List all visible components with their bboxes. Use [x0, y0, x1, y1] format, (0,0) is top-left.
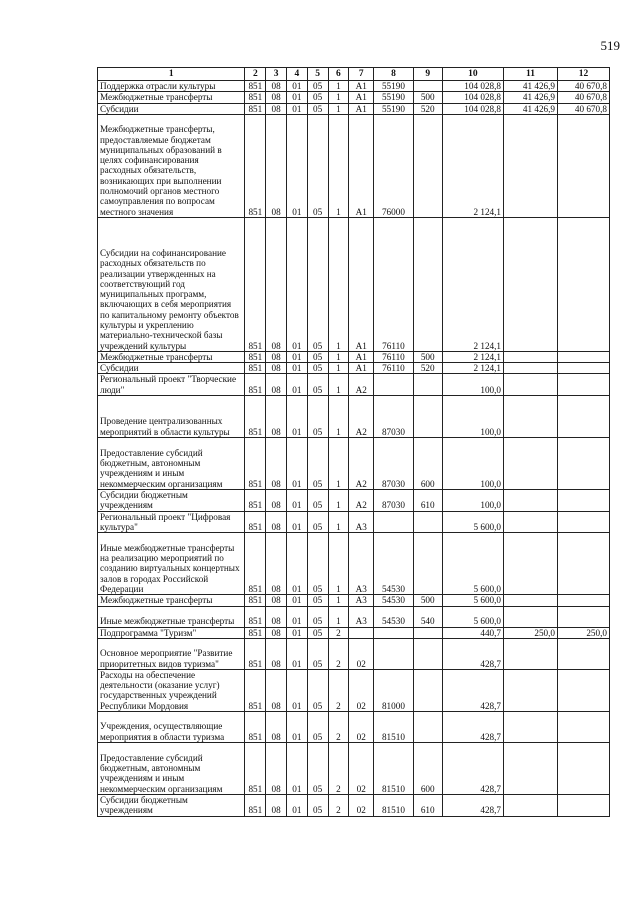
cell-direction: 55190: [374, 103, 413, 114]
header-row: [98, 68, 610, 81]
cell-subsection: 01: [287, 712, 308, 743]
cell-expense-type: 520: [413, 103, 442, 114]
cell-name: Учреждения, осуществляющие мероприятия в области туризма: [98, 712, 245, 743]
cell-amount-2: 41 426,9: [504, 103, 558, 114]
cell-section: 08: [266, 351, 287, 362]
cell-subsection: 01: [287, 374, 308, 396]
cell-event: A2: [349, 438, 374, 490]
cell-ministry: 851: [245, 363, 266, 374]
cell-name: Межбюджетные трансферты: [98, 595, 245, 606]
cell-direction: 87030: [374, 490, 413, 512]
cell-subsection: 01: [287, 396, 308, 438]
cell-subsection: 01: [287, 606, 308, 627]
cell-amount-2: [504, 712, 558, 743]
cell-name: Межбюджетные трансферты, предоставляемые бюджетам муниципальных образований в целях софинансирования расходных обязательств, возникающих при выполнении полномочий органов местного самоуправления по вопросам местного значения: [98, 114, 245, 217]
table-body: [98, 81, 610, 817]
cell-subsection: 01: [287, 533, 308, 595]
cell-subprogram: 1: [328, 351, 349, 362]
cell-program: 05: [307, 81, 328, 92]
cell-section: 08: [266, 217, 287, 351]
cell-program: 05: [307, 217, 328, 351]
cell-expense-type: 520: [413, 363, 442, 374]
cell-program: 05: [307, 438, 328, 490]
cell-subprogram: 2: [328, 795, 349, 817]
cell-subsection: 01: [287, 351, 308, 362]
cell-program: 05: [307, 795, 328, 817]
table-row: [98, 511, 610, 533]
cell-amount-2: [504, 114, 558, 217]
cell-amount-3: [558, 511, 610, 533]
cell-expense-type: 500: [413, 351, 442, 362]
cell-program: 05: [307, 669, 328, 711]
cell-direction: 54530: [374, 606, 413, 627]
cell-expense-type: 610: [413, 490, 442, 512]
cell-direction: [374, 511, 413, 533]
table-row: [98, 363, 610, 374]
table-row: [98, 795, 610, 817]
cell-amount-1: 2 124,1: [442, 114, 503, 217]
table-row: [98, 669, 610, 711]
cell-name: Региональный проект "Творческие люди": [98, 374, 245, 396]
cell-section: 08: [266, 533, 287, 595]
table-row: [98, 743, 610, 795]
budget-table: [97, 67, 610, 817]
cell-subprogram: 1: [328, 511, 349, 533]
cell-name: Предоставление субсидий бюджетным, автономным учреждениям и иным некоммерческим организациям: [98, 438, 245, 490]
cell-amount-2: [504, 438, 558, 490]
cell-amount-1: 100,0: [442, 396, 503, 438]
cell-name: Субсидии на софинансирование расходных обязательств по реализации утвержденных на соответствующий год муниципальных программ, включающих в себя мероприятия по капитальному ремонту объектов культуры и укреплению материально-технической базы учреждений культуры: [98, 217, 245, 351]
table-row: [98, 712, 610, 743]
cell-amount-2: [504, 374, 558, 396]
cell-direction: [374, 374, 413, 396]
table-row: [98, 638, 610, 669]
cell-subsection: 01: [287, 795, 308, 817]
cell-ministry: 851: [245, 103, 266, 114]
cell-amount-1: 5 600,0: [442, 595, 503, 606]
table-row: [98, 438, 610, 490]
cell-amount-2: [504, 363, 558, 374]
cell-section: 08: [266, 92, 287, 103]
cell-section: 08: [266, 438, 287, 490]
column-header: 2: [245, 68, 266, 81]
cell-ministry: 851: [245, 669, 266, 711]
cell-subprogram: 2: [328, 669, 349, 711]
cell-event: A1: [349, 351, 374, 362]
cell-expense-type: [413, 533, 442, 595]
cell-name: Субсидии бюджетным учреждениям: [98, 795, 245, 817]
cell-amount-1: 100,0: [442, 490, 503, 512]
cell-program: 05: [307, 627, 328, 638]
cell-event: 02: [349, 743, 374, 795]
cell-subprogram: 1: [328, 438, 349, 490]
cell-amount-2: [504, 795, 558, 817]
cell-amount-3: [558, 490, 610, 512]
cell-expense-type: 600: [413, 438, 442, 490]
cell-subsection: 01: [287, 438, 308, 490]
cell-direction: [374, 638, 413, 669]
cell-amount-2: [504, 606, 558, 627]
cell-subprogram: 1: [328, 533, 349, 595]
cell-event: 02: [349, 712, 374, 743]
cell-direction: 76110: [374, 351, 413, 362]
cell-direction: 87030: [374, 438, 413, 490]
cell-amount-1: 428,7: [442, 712, 503, 743]
cell-program: 05: [307, 490, 328, 512]
cell-event: A2: [349, 374, 374, 396]
cell-amount-1: 5 600,0: [442, 606, 503, 627]
cell-expense-type: [413, 81, 442, 92]
cell-expense-type: [413, 669, 442, 711]
cell-amount-1: 104 028,8: [442, 103, 503, 114]
column-header: 8: [374, 68, 413, 81]
cell-amount-3: [558, 114, 610, 217]
cell-subsection: 01: [287, 511, 308, 533]
cell-ministry: 851: [245, 595, 266, 606]
cell-amount-3: [558, 712, 610, 743]
cell-event: A1: [349, 363, 374, 374]
cell-section: 08: [266, 396, 287, 438]
cell-amount-3: [558, 743, 610, 795]
cell-amount-1: 5 600,0: [442, 511, 503, 533]
cell-direction: 81510: [374, 743, 413, 795]
cell-subsection: 01: [287, 638, 308, 669]
cell-amount-2: [504, 217, 558, 351]
cell-amount-3: [558, 595, 610, 606]
cell-event: [349, 627, 374, 638]
column-header: 5: [307, 68, 328, 81]
cell-event: A2: [349, 490, 374, 512]
cell-amount-1: 428,7: [442, 743, 503, 795]
cell-subsection: 01: [287, 92, 308, 103]
cell-amount-3: 40 670,8: [558, 81, 610, 92]
cell-expense-type: [413, 396, 442, 438]
cell-expense-type: [413, 511, 442, 533]
cell-ministry: 851: [245, 795, 266, 817]
table-row: [98, 92, 610, 103]
cell-program: 05: [307, 103, 328, 114]
cell-event: A3: [349, 511, 374, 533]
table-row: [98, 114, 610, 217]
cell-amount-2: [504, 638, 558, 669]
cell-direction: 81510: [374, 712, 413, 743]
cell-subprogram: 2: [328, 712, 349, 743]
cell-amount-3: [558, 638, 610, 669]
cell-expense-type: 500: [413, 595, 442, 606]
cell-amount-1: 2 124,1: [442, 363, 503, 374]
cell-amount-3: [558, 217, 610, 351]
cell-ministry: 851: [245, 627, 266, 638]
cell-amount-2: [504, 533, 558, 595]
page-number: 519: [600, 38, 620, 53]
cell-subprogram: 1: [328, 217, 349, 351]
cell-expense-type: [413, 638, 442, 669]
cell-section: 08: [266, 638, 287, 669]
cell-ministry: 851: [245, 351, 266, 362]
cell-subsection: 01: [287, 363, 308, 374]
cell-event: A1: [349, 81, 374, 92]
cell-amount-1: 440,7: [442, 627, 503, 638]
cell-section: 08: [266, 103, 287, 114]
cell-ministry: 851: [245, 638, 266, 669]
cell-subprogram: 2: [328, 638, 349, 669]
cell-program: 05: [307, 396, 328, 438]
cell-program: 05: [307, 374, 328, 396]
cell-section: 08: [266, 669, 287, 711]
table-row: [98, 217, 610, 351]
cell-expense-type: [413, 374, 442, 396]
cell-amount-3: [558, 438, 610, 490]
cell-direction: 87030: [374, 396, 413, 438]
cell-ministry: 851: [245, 712, 266, 743]
cell-direction: 81510: [374, 795, 413, 817]
cell-amount-3: [558, 669, 610, 711]
cell-subprogram: 1: [328, 490, 349, 512]
cell-program: 05: [307, 363, 328, 374]
cell-name: Поддержка отрасли культуры: [98, 81, 245, 92]
cell-event: A3: [349, 606, 374, 627]
cell-amount-1: 428,7: [442, 669, 503, 711]
cell-subsection: 01: [287, 669, 308, 711]
cell-name: Расходы на обеспечение деятельности (оказание услуг) государственных учреждений Республики Мордовия: [98, 669, 245, 711]
cell-ministry: 851: [245, 438, 266, 490]
cell-subsection: 01: [287, 114, 308, 217]
cell-name: Субсидии: [98, 363, 245, 374]
cell-program: 05: [307, 351, 328, 362]
cell-expense-type: [413, 627, 442, 638]
cell-event: A1: [349, 114, 374, 217]
cell-amount-1: 100,0: [442, 438, 503, 490]
cell-section: 08: [266, 490, 287, 512]
cell-amount-2: 250,0: [504, 627, 558, 638]
cell-event: 02: [349, 795, 374, 817]
cell-ministry: 851: [245, 533, 266, 595]
cell-ministry: 851: [245, 396, 266, 438]
cell-amount-1: 104 028,8: [442, 81, 503, 92]
cell-amount-2: [504, 396, 558, 438]
cell-event: A1: [349, 92, 374, 103]
column-header: 9: [413, 68, 442, 81]
table-row: [98, 374, 610, 396]
cell-amount-2: [504, 669, 558, 711]
cell-expense-type: [413, 114, 442, 217]
cell-amount-2: [504, 490, 558, 512]
column-header: 6: [328, 68, 349, 81]
cell-amount-2: [504, 743, 558, 795]
cell-name: Региональный проект "Цифровая культура": [98, 511, 245, 533]
cell-expense-type: 500: [413, 92, 442, 103]
column-header: 12: [558, 68, 610, 81]
cell-section: 08: [266, 511, 287, 533]
cell-section: 08: [266, 114, 287, 217]
cell-name: Субсидии бюджетным учреждениям: [98, 490, 245, 512]
column-header: 4: [287, 68, 308, 81]
table-row: [98, 606, 610, 627]
cell-expense-type: 540: [413, 606, 442, 627]
cell-program: 05: [307, 595, 328, 606]
cell-subsection: 01: [287, 103, 308, 114]
cell-expense-type: [413, 712, 442, 743]
cell-direction: 76110: [374, 363, 413, 374]
table-row: [98, 81, 610, 92]
cell-amount-1: 428,7: [442, 795, 503, 817]
cell-program: 05: [307, 92, 328, 103]
cell-expense-type: [413, 217, 442, 351]
cell-program: 05: [307, 114, 328, 217]
cell-subprogram: 1: [328, 595, 349, 606]
cell-program: 05: [307, 743, 328, 795]
cell-amount-3: [558, 374, 610, 396]
cell-amount-2: 41 426,9: [504, 81, 558, 92]
cell-direction: 54530: [374, 595, 413, 606]
cell-amount-1: 2 124,1: [442, 217, 503, 351]
cell-section: 08: [266, 363, 287, 374]
cell-amount-3: [558, 533, 610, 595]
table-row: [98, 351, 610, 362]
cell-section: 08: [266, 795, 287, 817]
cell-subsection: 01: [287, 490, 308, 512]
cell-ministry: 851: [245, 217, 266, 351]
cell-section: 08: [266, 81, 287, 92]
cell-program: 05: [307, 638, 328, 669]
cell-direction: 55190: [374, 92, 413, 103]
cell-amount-3: 40 670,8: [558, 103, 610, 114]
cell-subprogram: 1: [328, 114, 349, 217]
cell-direction: 76110: [374, 217, 413, 351]
cell-subprogram: 2: [328, 743, 349, 795]
column-header: 7: [349, 68, 374, 81]
cell-subprogram: 1: [328, 103, 349, 114]
cell-amount-2: [504, 595, 558, 606]
cell-section: 08: [266, 606, 287, 627]
cell-name: Иные межбюджетные трансферты: [98, 606, 245, 627]
column-header: 3: [266, 68, 287, 81]
cell-amount-1: 5 600,0: [442, 533, 503, 595]
cell-amount-2: [504, 511, 558, 533]
cell-subprogram: 1: [328, 396, 349, 438]
column-header: 11: [504, 68, 558, 81]
cell-section: 08: [266, 743, 287, 795]
cell-ministry: 851: [245, 81, 266, 92]
cell-amount-3: [558, 795, 610, 817]
cell-subprogram: 1: [328, 374, 349, 396]
cell-amount-1: 428,7: [442, 638, 503, 669]
cell-subsection: 01: [287, 627, 308, 638]
cell-name: Иные межбюджетные трансферты на реализацию мероприятий по созданию виртуальных концертных залов в городах Российской Федерации: [98, 533, 245, 595]
cell-section: 08: [266, 712, 287, 743]
cell-name: Основное мероприятие "Развитие приоритетных видов туризма": [98, 638, 245, 669]
cell-expense-type: 600: [413, 743, 442, 795]
cell-section: 08: [266, 627, 287, 638]
cell-subsection: 01: [287, 217, 308, 351]
cell-event: A3: [349, 533, 374, 595]
cell-amount-1: 104 028,8: [442, 92, 503, 103]
cell-direction: 55190: [374, 81, 413, 92]
table-row: [98, 627, 610, 638]
cell-program: 05: [307, 606, 328, 627]
cell-subprogram: 1: [328, 81, 349, 92]
cell-ministry: 851: [245, 92, 266, 103]
cell-program: 05: [307, 533, 328, 595]
cell-subsection: 01: [287, 81, 308, 92]
cell-ministry: 851: [245, 743, 266, 795]
cell-program: 05: [307, 511, 328, 533]
cell-amount-3: [558, 363, 610, 374]
cell-section: 08: [266, 595, 287, 606]
cell-subprogram: 1: [328, 92, 349, 103]
cell-name: Подпрограмма "Туризм": [98, 627, 245, 638]
cell-amount-2: [504, 351, 558, 362]
cell-ministry: 851: [245, 490, 266, 512]
cell-amount-3: [558, 606, 610, 627]
cell-expense-type: 610: [413, 795, 442, 817]
cell-amount-1: 2 124,1: [442, 351, 503, 362]
cell-event: 02: [349, 669, 374, 711]
cell-ministry: 851: [245, 511, 266, 533]
cell-direction: 81000: [374, 669, 413, 711]
cell-name: Субсидии: [98, 103, 245, 114]
cell-subsection: 01: [287, 743, 308, 795]
cell-subsection: 01: [287, 595, 308, 606]
cell-ministry: 851: [245, 114, 266, 217]
table-row: [98, 490, 610, 512]
cell-event: A2: [349, 396, 374, 438]
table-row: [98, 595, 610, 606]
cell-amount-3: [558, 396, 610, 438]
cell-name: Межбюджетные трансферты: [98, 351, 245, 362]
cell-direction: [374, 627, 413, 638]
table-row: [98, 103, 610, 114]
cell-amount-2: 41 426,9: [504, 92, 558, 103]
cell-amount-3: 40 670,8: [558, 92, 610, 103]
cell-direction: 54530: [374, 533, 413, 595]
table-row: [98, 533, 610, 595]
cell-name: Проведение централизованных мероприятий в области культуры: [98, 396, 245, 438]
cell-amount-3: 250,0: [558, 627, 610, 638]
cell-event: A1: [349, 217, 374, 351]
cell-subprogram: 2: [328, 627, 349, 638]
cell-event: 02: [349, 638, 374, 669]
cell-program: 05: [307, 712, 328, 743]
cell-ministry: 851: [245, 606, 266, 627]
column-header: 1: [98, 68, 245, 81]
column-header: 10: [442, 68, 503, 81]
cell-subprogram: 1: [328, 363, 349, 374]
cell-ministry: 851: [245, 374, 266, 396]
cell-name: Предоставление субсидий бюджетным, автономным учреждениям и иным некоммерческим организациям: [98, 743, 245, 795]
cell-amount-1: 100,0: [442, 374, 503, 396]
cell-name: Межбюджетные трансферты: [98, 92, 245, 103]
cell-event: A3: [349, 595, 374, 606]
cell-subprogram: 1: [328, 606, 349, 627]
cell-event: A1: [349, 103, 374, 114]
cell-direction: 76000: [374, 114, 413, 217]
cell-amount-3: [558, 351, 610, 362]
table-row: [98, 396, 610, 438]
cell-section: 08: [266, 374, 287, 396]
